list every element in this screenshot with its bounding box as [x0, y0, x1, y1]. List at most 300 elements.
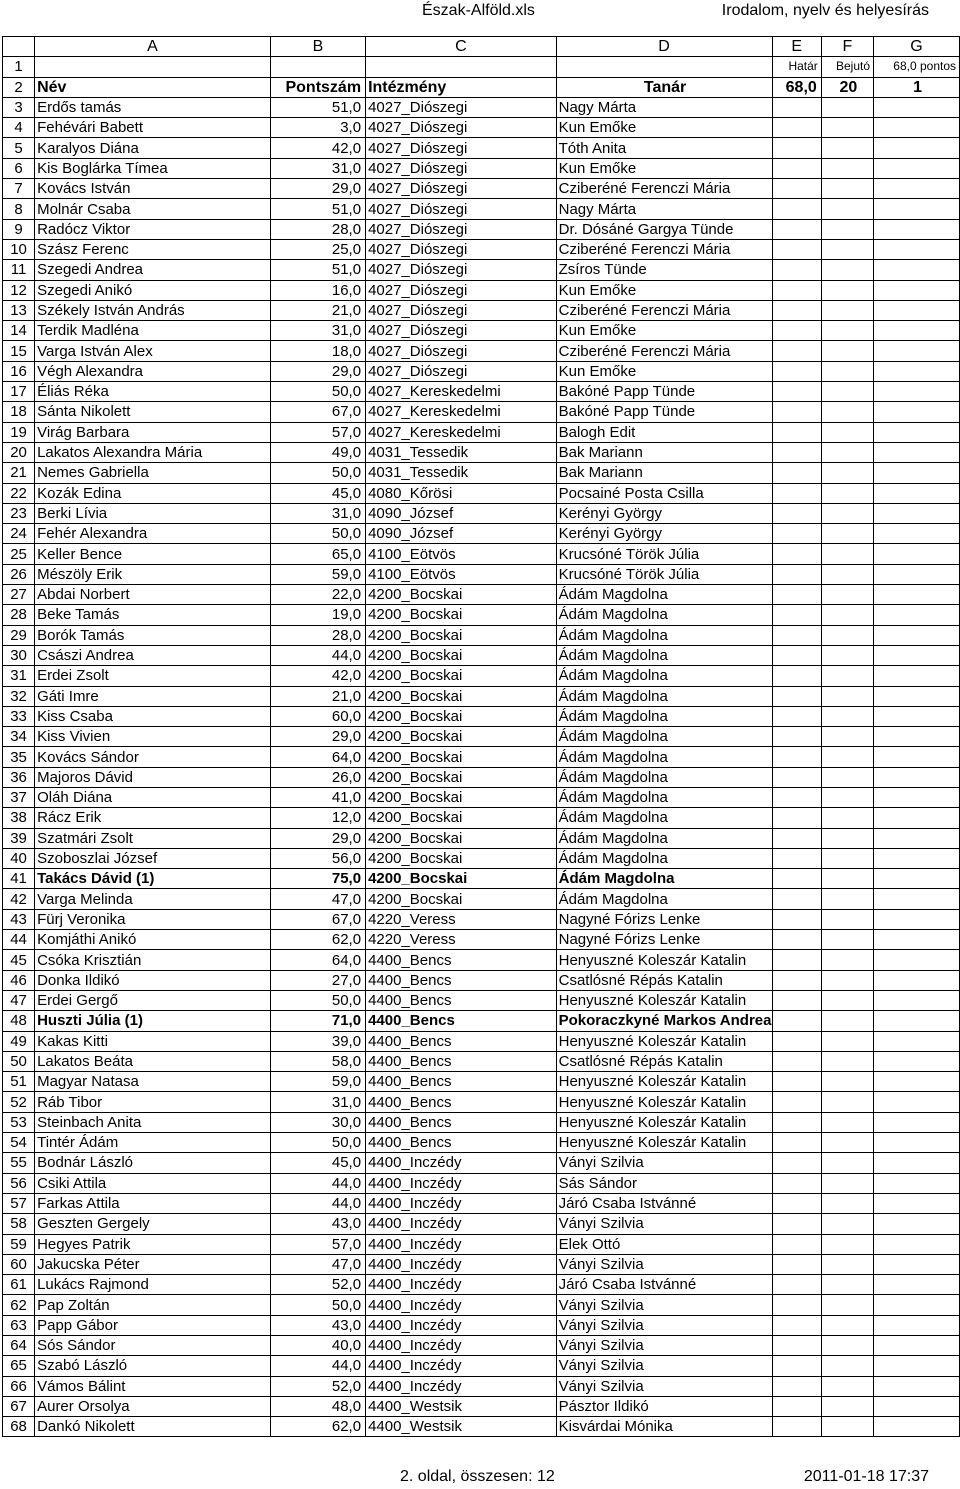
score-cell[interactable]: 64,0	[270, 950, 365, 970]
score-cell[interactable]: 65,0	[270, 544, 365, 564]
cell[interactable]	[772, 1275, 821, 1295]
cell[interactable]	[874, 1214, 960, 1234]
name-cell[interactable]: Bodnár László	[35, 1153, 271, 1173]
cell[interactable]	[874, 808, 960, 828]
score-cell[interactable]: 21,0	[270, 300, 365, 320]
cell[interactable]	[772, 970, 821, 990]
cell[interactable]	[874, 118, 960, 138]
name-cell[interactable]: Lakatos Alexandra Mária	[35, 442, 271, 462]
row-number[interactable]: 30	[3, 645, 35, 665]
points-label-cell[interactable]: 68,0 pontos	[874, 57, 960, 77]
school-cell[interactable]: 4400_Inczédy	[366, 1376, 557, 1396]
name-cell[interactable]: Erdei Zsolt	[35, 666, 271, 686]
school-cell[interactable]: 4031_Tessedik	[366, 442, 557, 462]
cell[interactable]	[874, 848, 960, 868]
corner-cell[interactable]	[3, 37, 35, 57]
cell[interactable]	[821, 605, 873, 625]
row-number[interactable]: 29	[3, 625, 35, 645]
cell[interactable]	[821, 300, 873, 320]
teacher-cell[interactable]: Krucsóné Török Júlia	[556, 544, 772, 564]
cell[interactable]	[821, 341, 873, 361]
row-number[interactable]: 7	[3, 179, 35, 199]
name-cell[interactable]: Borók Tamás	[35, 625, 271, 645]
row-number[interactable]: 57	[3, 1193, 35, 1213]
cell[interactable]	[772, 138, 821, 158]
cell[interactable]	[821, 889, 873, 909]
name-cell[interactable]: Tintér Ádám	[35, 1133, 271, 1153]
cell[interactable]	[874, 990, 960, 1010]
cell[interactable]	[772, 1295, 821, 1315]
cell[interactable]	[874, 97, 960, 117]
teacher-cell[interactable]: Ádám Magdolna	[556, 625, 772, 645]
score-cell[interactable]: 52,0	[270, 1275, 365, 1295]
teacher-cell[interactable]: Ádám Magdolna	[556, 645, 772, 665]
row-number[interactable]: 12	[3, 280, 35, 300]
cell[interactable]	[874, 402, 960, 422]
cell[interactable]	[821, 524, 873, 544]
cell[interactable]	[874, 483, 960, 503]
school-cell[interactable]: 4400_Inczédy	[366, 1153, 557, 1173]
name-cell[interactable]: Farkas Attila	[35, 1193, 271, 1213]
teacher-cell[interactable]: Kun Emőke	[556, 118, 772, 138]
score-cell[interactable]: 31,0	[270, 1092, 365, 1112]
cell[interactable]	[821, 990, 873, 1010]
cell[interactable]	[874, 930, 960, 950]
cell[interactable]	[821, 1092, 873, 1112]
school-cell[interactable]: 4200_Bocskai	[366, 767, 557, 787]
teacher-cell[interactable]: Bak Mariann	[556, 442, 772, 462]
limit-value-cell[interactable]: 68,0	[772, 77, 821, 97]
cell[interactable]	[874, 727, 960, 747]
points-value-cell[interactable]: 1	[874, 77, 960, 97]
cell[interactable]	[874, 219, 960, 239]
cell[interactable]	[874, 138, 960, 158]
cell[interactable]	[772, 1011, 821, 1031]
name-cell[interactable]: Fehér Alexandra	[35, 524, 271, 544]
score-cell[interactable]: 75,0	[270, 869, 365, 889]
cell[interactable]	[874, 787, 960, 807]
school-cell[interactable]: 4400_Inczédy	[366, 1275, 557, 1295]
cell[interactable]	[821, 625, 873, 645]
school-cell[interactable]: 4200_Bocskai	[366, 706, 557, 726]
school-cell[interactable]: 4400_Bencs	[366, 1011, 557, 1031]
score-cell[interactable]: 51,0	[270, 199, 365, 219]
score-cell[interactable]: 62,0	[270, 1417, 365, 1437]
teacher-cell[interactable]: Ádám Magdolna	[556, 605, 772, 625]
score-cell[interactable]: 16,0	[270, 280, 365, 300]
cell[interactable]	[772, 1417, 821, 1437]
column-header-f[interactable]: F	[821, 37, 873, 57]
row-number[interactable]: 16	[3, 361, 35, 381]
score-cell[interactable]: 42,0	[270, 138, 365, 158]
row-number[interactable]: 35	[3, 747, 35, 767]
row-number[interactable]: 5	[3, 138, 35, 158]
name-cell[interactable]: Rácz Erik	[35, 808, 271, 828]
row-number[interactable]: 64	[3, 1336, 35, 1356]
cell[interactable]	[821, 1214, 873, 1234]
name-cell[interactable]: Papp Gábor	[35, 1315, 271, 1335]
cell[interactable]	[874, 1275, 960, 1295]
score-cell[interactable]: 45,0	[270, 483, 365, 503]
score-cell[interactable]: 62,0	[270, 930, 365, 950]
school-cell[interactable]: 4400_Inczédy	[366, 1336, 557, 1356]
score-cell[interactable]: 22,0	[270, 585, 365, 605]
teacher-cell[interactable]: Ádám Magdolna	[556, 787, 772, 807]
school-cell[interactable]: 4200_Bocskai	[366, 787, 557, 807]
cell[interactable]	[821, 179, 873, 199]
cell[interactable]	[772, 889, 821, 909]
cell[interactable]	[772, 260, 821, 280]
teacher-cell[interactable]: Ványi Szilvia	[556, 1336, 772, 1356]
teacher-cell[interactable]: Kerényi György	[556, 503, 772, 523]
cell[interactable]	[772, 666, 821, 686]
cell[interactable]	[772, 848, 821, 868]
cell[interactable]	[772, 564, 821, 584]
cell[interactable]	[772, 1214, 821, 1234]
cell[interactable]	[874, 706, 960, 726]
cell[interactable]	[772, 503, 821, 523]
row-number[interactable]: 49	[3, 1031, 35, 1051]
cell[interactable]	[821, 787, 873, 807]
row-number[interactable]: 1	[3, 57, 35, 77]
cell[interactable]	[772, 442, 821, 462]
name-cell[interactable]: Kovács István	[35, 179, 271, 199]
name-cell[interactable]: Éliás Réka	[35, 382, 271, 402]
cell[interactable]	[874, 686, 960, 706]
name-cell[interactable]: Huszti Júlia (1)	[35, 1011, 271, 1031]
column-header-e[interactable]: E	[772, 37, 821, 57]
name-cell[interactable]: Erdei Gergő	[35, 990, 271, 1010]
score-cell[interactable]: 40,0	[270, 1336, 365, 1356]
cell[interactable]	[772, 463, 821, 483]
column-header-a[interactable]: A	[35, 37, 271, 57]
cell[interactable]	[821, 442, 873, 462]
cell[interactable]	[874, 524, 960, 544]
cell[interactable]	[821, 1173, 873, 1193]
score-header-cell[interactable]: Pontszám	[270, 77, 365, 97]
teacher-cell[interactable]: Pocsainé Posta Csilla	[556, 483, 772, 503]
cell[interactable]	[874, 585, 960, 605]
row-number[interactable]: 66	[3, 1376, 35, 1396]
school-header-cell[interactable]: Intézmény	[366, 77, 557, 97]
name-cell[interactable]: Kiss Vivien	[35, 727, 271, 747]
cell[interactable]	[821, 645, 873, 665]
score-cell[interactable]: 57,0	[270, 422, 365, 442]
school-cell[interactable]: 4200_Bocskai	[366, 808, 557, 828]
row-number[interactable]: 50	[3, 1051, 35, 1071]
row-number[interactable]: 18	[3, 402, 35, 422]
teacher-cell[interactable]: Ványi Szilvia	[556, 1214, 772, 1234]
row-number[interactable]: 31	[3, 666, 35, 686]
name-cell[interactable]: Sós Sándor	[35, 1336, 271, 1356]
score-cell[interactable]: 59,0	[270, 564, 365, 584]
row-number[interactable]: 20	[3, 442, 35, 462]
cell[interactable]	[874, 300, 960, 320]
row-number[interactable]: 67	[3, 1396, 35, 1416]
teacher-cell[interactable]: Nagy Márta	[556, 199, 772, 219]
cell[interactable]	[772, 361, 821, 381]
cell[interactable]	[821, 219, 873, 239]
row-number[interactable]: 13	[3, 300, 35, 320]
cell[interactable]	[874, 463, 960, 483]
name-cell[interactable]: Berki Lívia	[35, 503, 271, 523]
cell[interactable]	[821, 544, 873, 564]
cell[interactable]	[874, 1193, 960, 1213]
score-cell[interactable]: 43,0	[270, 1214, 365, 1234]
name-cell[interactable]: Takács Dávid (1)	[35, 869, 271, 889]
cell[interactable]	[821, 1011, 873, 1031]
score-cell[interactable]: 67,0	[270, 402, 365, 422]
teacher-cell[interactable]: Ványi Szilvia	[556, 1376, 772, 1396]
score-cell[interactable]: 12,0	[270, 808, 365, 828]
cell[interactable]	[821, 666, 873, 686]
score-cell[interactable]: 50,0	[270, 463, 365, 483]
cell[interactable]	[772, 990, 821, 1010]
teacher-cell[interactable]: Nagyné Fórizs Lenke	[556, 930, 772, 950]
school-cell[interactable]: 4200_Bocskai	[366, 747, 557, 767]
row-number[interactable]: 36	[3, 767, 35, 787]
cell[interactable]	[821, 402, 873, 422]
cell[interactable]	[772, 605, 821, 625]
column-header-c[interactable]: C	[366, 37, 557, 57]
cell[interactable]	[772, 787, 821, 807]
cell[interactable]	[772, 1173, 821, 1193]
name-cell[interactable]: Keller Bence	[35, 544, 271, 564]
school-cell[interactable]: 4200_Bocskai	[366, 605, 557, 625]
cell[interactable]	[874, 1295, 960, 1315]
cell[interactable]	[772, 808, 821, 828]
cell[interactable]	[772, 158, 821, 178]
score-cell[interactable]: 42,0	[270, 666, 365, 686]
teacher-cell[interactable]: Kisvárdai Mónika	[556, 1417, 772, 1437]
score-cell[interactable]: 44,0	[270, 645, 365, 665]
cell[interactable]	[874, 1336, 960, 1356]
cell[interactable]	[772, 727, 821, 747]
name-cell[interactable]: Erdős tamás	[35, 97, 271, 117]
school-cell[interactable]: 4400_Westsik	[366, 1417, 557, 1437]
row-number[interactable]: 34	[3, 727, 35, 747]
school-cell[interactable]: 4027_Diószegi	[366, 260, 557, 280]
score-cell[interactable]: 29,0	[270, 727, 365, 747]
school-cell[interactable]: 4027_Kereskedelmi	[366, 422, 557, 442]
cell[interactable]	[874, 889, 960, 909]
teacher-cell[interactable]: Ádám Magdolna	[556, 585, 772, 605]
row-number[interactable]: 56	[3, 1173, 35, 1193]
name-cell[interactable]: Radócz Viktor	[35, 219, 271, 239]
cell[interactable]	[821, 1031, 873, 1051]
teacher-cell[interactable]: Bakóné Papp Tünde	[556, 402, 772, 422]
row-number[interactable]: 42	[3, 889, 35, 909]
cell[interactable]	[874, 747, 960, 767]
score-cell[interactable]: 43,0	[270, 1315, 365, 1335]
cell[interactable]	[874, 1396, 960, 1416]
score-cell[interactable]: 26,0	[270, 767, 365, 787]
score-cell[interactable]: 31,0	[270, 321, 365, 341]
name-cell[interactable]: Jakucska Péter	[35, 1254, 271, 1274]
row-number[interactable]: 47	[3, 990, 35, 1010]
teacher-cell[interactable]: Kun Emőke	[556, 361, 772, 381]
cell[interactable]	[772, 1072, 821, 1092]
cell[interactable]	[821, 808, 873, 828]
name-cell[interactable]: Csiki Attila	[35, 1173, 271, 1193]
row-number[interactable]: 24	[3, 524, 35, 544]
cell[interactable]	[772, 1336, 821, 1356]
row-number[interactable]: 2	[3, 77, 35, 97]
name-cell[interactable]: Vámos Bálint	[35, 1376, 271, 1396]
cell[interactable]	[772, 280, 821, 300]
school-cell[interactable]: 4100_Eötvös	[366, 564, 557, 584]
cell[interactable]	[874, 239, 960, 259]
teacher-cell[interactable]: Cziberéné Ferenczi Mária	[556, 300, 772, 320]
name-cell[interactable]: Komjáthi Anikó	[35, 930, 271, 950]
cell[interactable]	[874, 1072, 960, 1092]
score-cell[interactable]: 48,0	[270, 1396, 365, 1416]
school-cell[interactable]: 4200_Bocskai	[366, 869, 557, 889]
row-number[interactable]: 22	[3, 483, 35, 503]
name-cell[interactable]: Szabó László	[35, 1356, 271, 1376]
row-number[interactable]: 39	[3, 828, 35, 848]
cell[interactable]	[821, 1336, 873, 1356]
teacher-header-cell[interactable]: Tanár	[556, 77, 772, 97]
cell[interactable]	[874, 260, 960, 280]
teacher-cell[interactable]: Kun Emőke	[556, 280, 772, 300]
cell[interactable]	[772, 1112, 821, 1132]
cell[interactable]	[874, 869, 960, 889]
cell[interactable]	[772, 402, 821, 422]
row-number[interactable]: 46	[3, 970, 35, 990]
score-cell[interactable]: 57,0	[270, 1234, 365, 1254]
teacher-cell[interactable]: Ádám Magdolna	[556, 706, 772, 726]
cell[interactable]	[821, 280, 873, 300]
name-cell[interactable]: Kovács Sándor	[35, 747, 271, 767]
cell[interactable]	[821, 564, 873, 584]
school-cell[interactable]: 4200_Bocskai	[366, 686, 557, 706]
name-cell[interactable]: Szoboszlai József	[35, 848, 271, 868]
school-cell[interactable]: 4400_Inczédy	[366, 1234, 557, 1254]
name-cell[interactable]: Kis Boglárka Tímea	[35, 158, 271, 178]
row-number[interactable]: 3	[3, 97, 35, 117]
cell[interactable]	[821, 1356, 873, 1376]
row-number[interactable]: 55	[3, 1153, 35, 1173]
school-cell[interactable]: 4400_Inczédy	[366, 1214, 557, 1234]
teacher-cell[interactable]: Csatlósné Répás Katalin	[556, 1051, 772, 1071]
cell[interactable]	[772, 219, 821, 239]
teacher-cell[interactable]: Ádám Magdolna	[556, 747, 772, 767]
name-cell[interactable]: Gáti Imre	[35, 686, 271, 706]
row-number[interactable]: 14	[3, 321, 35, 341]
row-number[interactable]: 17	[3, 382, 35, 402]
cell[interactable]	[874, 1254, 960, 1274]
cell[interactable]	[874, 422, 960, 442]
name-cell[interactable]: Molnár Csaba	[35, 199, 271, 219]
cell[interactable]	[772, 645, 821, 665]
teacher-cell[interactable]: Járó Csaba Istvánné	[556, 1193, 772, 1213]
cell[interactable]	[874, 1315, 960, 1335]
cell[interactable]	[874, 970, 960, 990]
cell[interactable]	[874, 1234, 960, 1254]
teacher-cell[interactable]: Dr. Dósáné Gargya Tünde	[556, 219, 772, 239]
name-cell[interactable]: Steinbach Anita	[35, 1112, 271, 1132]
name-cell[interactable]: Lakatos Beáta	[35, 1051, 271, 1071]
cell[interactable]	[821, 239, 873, 259]
school-cell[interactable]: 4400_Bencs	[366, 1072, 557, 1092]
cell[interactable]	[821, 970, 873, 990]
name-cell[interactable]: Székely István András	[35, 300, 271, 320]
cell[interactable]	[772, 1376, 821, 1396]
name-cell[interactable]: Császi Andrea	[35, 645, 271, 665]
teacher-cell[interactable]: Pásztor Ildikó	[556, 1396, 772, 1416]
score-cell[interactable]: 51,0	[270, 97, 365, 117]
cell[interactable]	[821, 321, 873, 341]
row-number[interactable]: 11	[3, 260, 35, 280]
name-cell[interactable]: Fürj Veronika	[35, 909, 271, 929]
name-cell[interactable]: Sánta Nikolett	[35, 402, 271, 422]
cell[interactable]	[821, 1254, 873, 1274]
score-cell[interactable]: 31,0	[270, 158, 365, 178]
admitted-label-cell[interactable]: Bejutó	[821, 57, 873, 77]
score-cell[interactable]: 51,0	[270, 260, 365, 280]
teacher-cell[interactable]: Ádám Magdolna	[556, 686, 772, 706]
school-cell[interactable]: 4400_Bencs	[366, 1031, 557, 1051]
school-cell[interactable]: 4200_Bocskai	[366, 585, 557, 605]
score-cell[interactable]: 60,0	[270, 706, 365, 726]
cell[interactable]	[772, 869, 821, 889]
school-cell[interactable]: 4400_Bencs	[366, 1051, 557, 1071]
cell[interactable]	[874, 828, 960, 848]
cell[interactable]	[772, 950, 821, 970]
cell[interactable]	[772, 321, 821, 341]
name-cell[interactable]: Mészöly Erik	[35, 564, 271, 584]
row-number[interactable]: 54	[3, 1133, 35, 1153]
cell[interactable]	[821, 158, 873, 178]
school-cell[interactable]: 4027_Diószegi	[366, 341, 557, 361]
column-header-d[interactable]: D	[556, 37, 772, 57]
teacher-cell[interactable]: Cziberéné Ferenczi Mária	[556, 239, 772, 259]
cell[interactable]	[821, 361, 873, 381]
name-cell[interactable]: Szatmári Zsolt	[35, 828, 271, 848]
teacher-cell[interactable]: Cziberéné Ferenczi Mária	[556, 179, 772, 199]
cell[interactable]	[821, 909, 873, 929]
school-cell[interactable]: 4200_Bocskai	[366, 625, 557, 645]
school-cell[interactable]: 4200_Bocskai	[366, 889, 557, 909]
row-number[interactable]: 40	[3, 848, 35, 868]
row-number[interactable]: 68	[3, 1417, 35, 1437]
name-cell[interactable]: Végh Alexandra	[35, 361, 271, 381]
teacher-cell[interactable]: Ványi Szilvia	[556, 1295, 772, 1315]
cell[interactable]	[772, 1133, 821, 1153]
cell[interactable]	[821, 503, 873, 523]
row-number[interactable]: 63	[3, 1315, 35, 1335]
cell[interactable]	[821, 1112, 873, 1132]
cell[interactable]	[772, 1031, 821, 1051]
school-cell[interactable]: 4027_Diószegi	[366, 97, 557, 117]
teacher-cell[interactable]: Ványi Szilvia	[556, 1153, 772, 1173]
school-cell[interactable]: 4090_József	[366, 503, 557, 523]
school-cell[interactable]: 4400_Bencs	[366, 1133, 557, 1153]
school-cell[interactable]: 4400_Bencs	[366, 990, 557, 1010]
cell[interactable]	[821, 1153, 873, 1173]
score-cell[interactable]: 50,0	[270, 990, 365, 1010]
school-cell[interactable]: 4220_Veress	[366, 909, 557, 929]
name-cell[interactable]: Majoros Dávid	[35, 767, 271, 787]
score-cell[interactable]: 44,0	[270, 1193, 365, 1213]
school-cell[interactable]: 4400_Bencs	[366, 950, 557, 970]
cell[interactable]	[772, 422, 821, 442]
cell[interactable]	[821, 848, 873, 868]
row-number[interactable]: 32	[3, 686, 35, 706]
score-cell[interactable]: 50,0	[270, 1295, 365, 1315]
cell[interactable]	[874, 199, 960, 219]
